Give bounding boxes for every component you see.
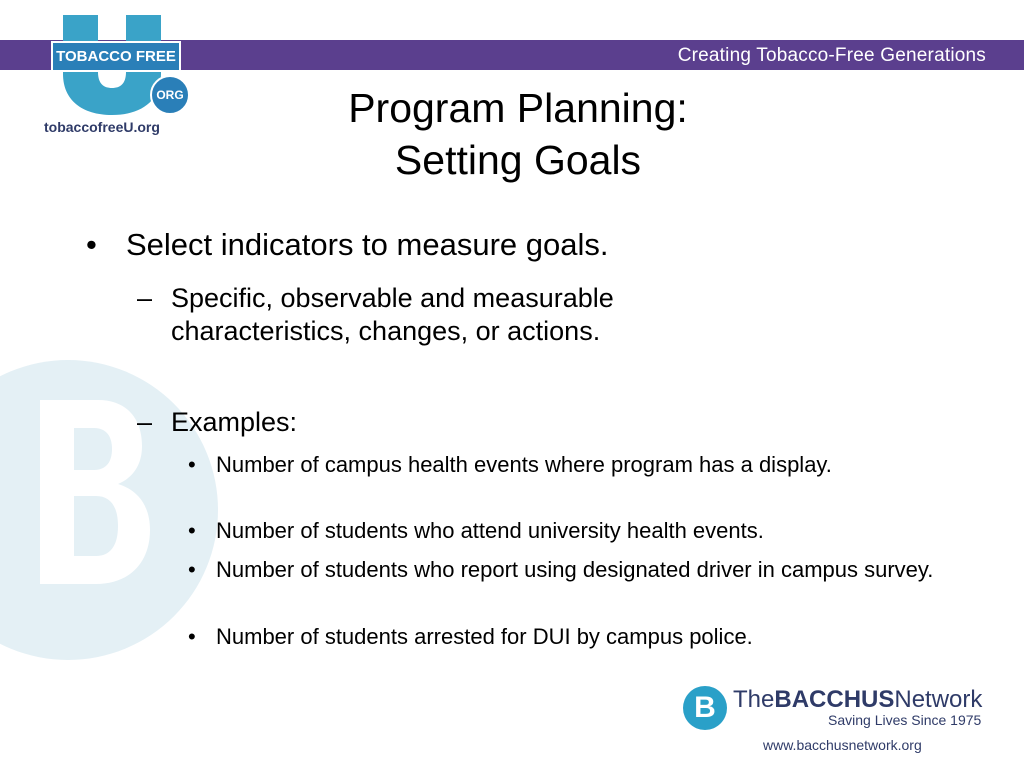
bullet-marker: • (188, 624, 196, 649)
bullet-marker: • (188, 518, 196, 543)
logo-url: tobaccofreeU.org (44, 119, 160, 135)
title-line-2: Setting Goals (394, 137, 642, 183)
bacchus-network-name (733, 686, 982, 714)
title-line-1: Program Planning: (348, 85, 688, 131)
logo-org-badge: ORG (150, 75, 190, 115)
bullet-main-text: Select indicators to measure goals. (126, 227, 609, 262)
example-item-text: Number of students who report using designated driver in campus survey. (216, 557, 934, 582)
header-tagline: Creating Tobacco-Free Generations (677, 45, 986, 66)
bacchus-slogan: Saving Lives Since 1975 (828, 712, 982, 728)
network-prefix: The (733, 686, 775, 713)
example-item-text: Number of students arrested for DUI by campus police. (216, 624, 753, 649)
dash-marker: – (137, 283, 153, 313)
logo-brand-box (51, 41, 181, 72)
example-item-text: Number of students who attend university health events. (216, 518, 764, 543)
bacchus-b-icon: B (683, 686, 727, 730)
sub-bullet-1-text: Specific, observable and measurable characteristics, changes, or actions. (171, 283, 614, 346)
bullet-marker: • (188, 557, 196, 582)
bullet-marker: • (86, 227, 97, 262)
bullet-marker: • (188, 452, 196, 477)
slide-title (258, 82, 778, 186)
network-suffix: Network (894, 686, 983, 713)
dash-marker: – (137, 407, 153, 437)
bacchus-url: www.bacchusnetwork.org (763, 737, 922, 753)
network-bold: BACCHUS (774, 686, 895, 713)
example-item-text: Number of campus health events where program has a display. (216, 452, 832, 477)
logo-brand-text: TOBACCO FREE (56, 48, 176, 65)
sub-bullet-2-text: Examples: (171, 407, 298, 437)
